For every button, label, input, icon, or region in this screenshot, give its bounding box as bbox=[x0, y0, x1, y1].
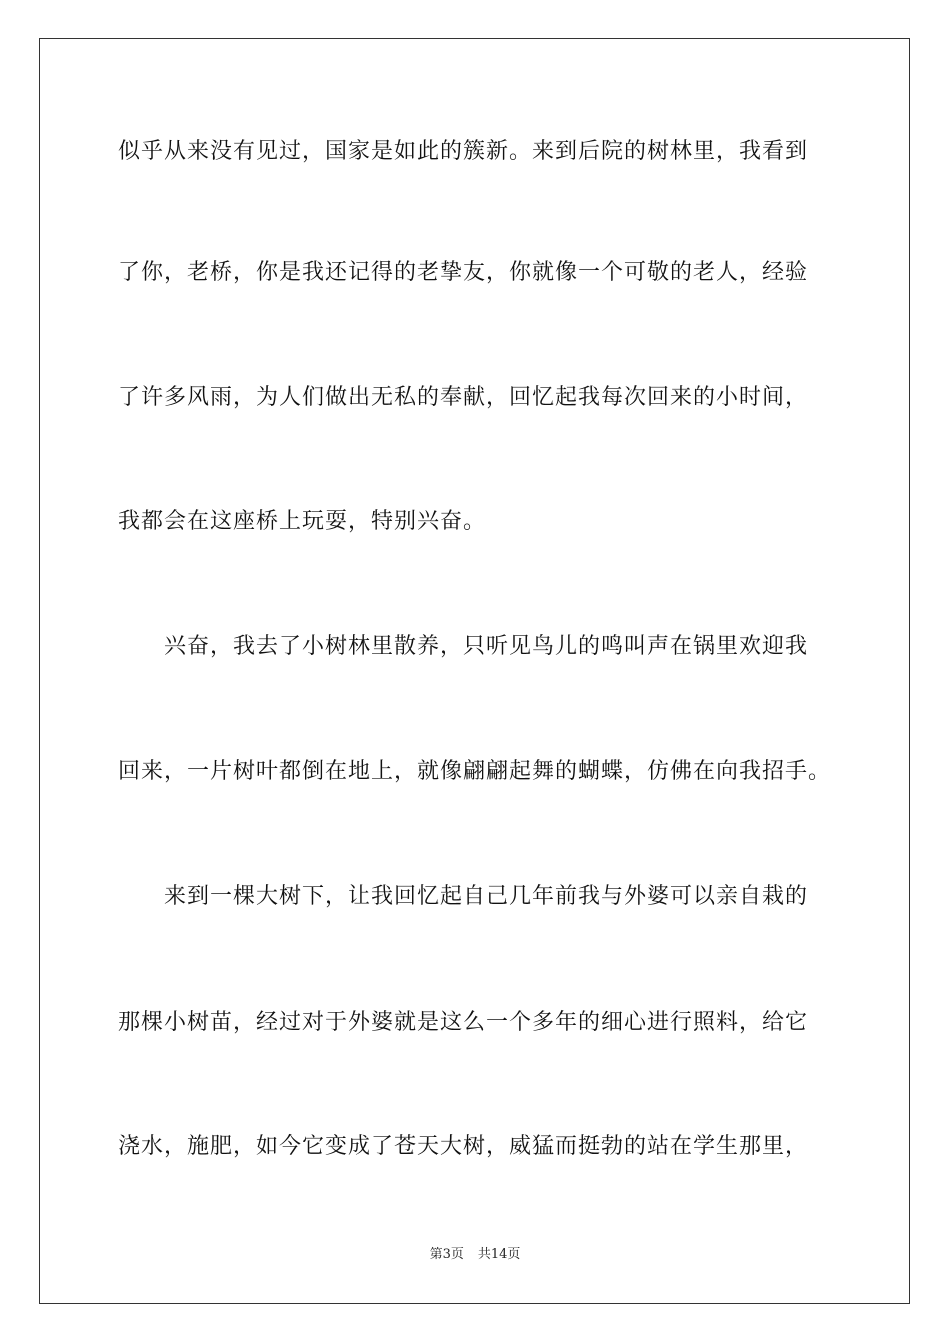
page-border bbox=[39, 38, 910, 1304]
text-line-1: 似乎从来没有见过，国家是如此的簇新。来到后院的树林里，我看到 bbox=[118, 139, 809, 164]
text-line-7: 来到一棵大树下，让我回忆起自己几年前我与外婆可以亲自栽的 bbox=[164, 884, 809, 909]
text-line-6: 回来，一片树叶都倒在地上，就像翩翩起舞的蝴蝶，仿佛在向我招手。 bbox=[118, 759, 832, 784]
text-line-4: 我都会在这座桥上玩耍，特别兴奋。 bbox=[118, 509, 487, 534]
text-line-3: 了许多风雨，为人们做出无私的奉献，回忆起我每次回来的小时间， bbox=[118, 385, 809, 410]
page-total: 共14页 bbox=[477, 1247, 521, 1262]
text-line-5: 兴奋，我去了小树林里散养，只听见鸟儿的鸣叫声在锅里欢迎我 bbox=[164, 634, 809, 659]
text-line-2: 了你，老桥，你是我还记得的老挚友，你就像一个可敬的老人，经验 bbox=[118, 260, 809, 285]
page-footer bbox=[0, 1246, 950, 1264]
page-number: 第3页 bbox=[429, 1247, 464, 1262]
text-line-8: 那棵小树苗，经过对于外婆就是这么一个多年的细心进行照料，给它 bbox=[118, 1010, 809, 1035]
text-line-9: 浇水，施肥，如今它变成了苍天大树，威猛而挺勃的站在学生那里， bbox=[118, 1134, 809, 1159]
